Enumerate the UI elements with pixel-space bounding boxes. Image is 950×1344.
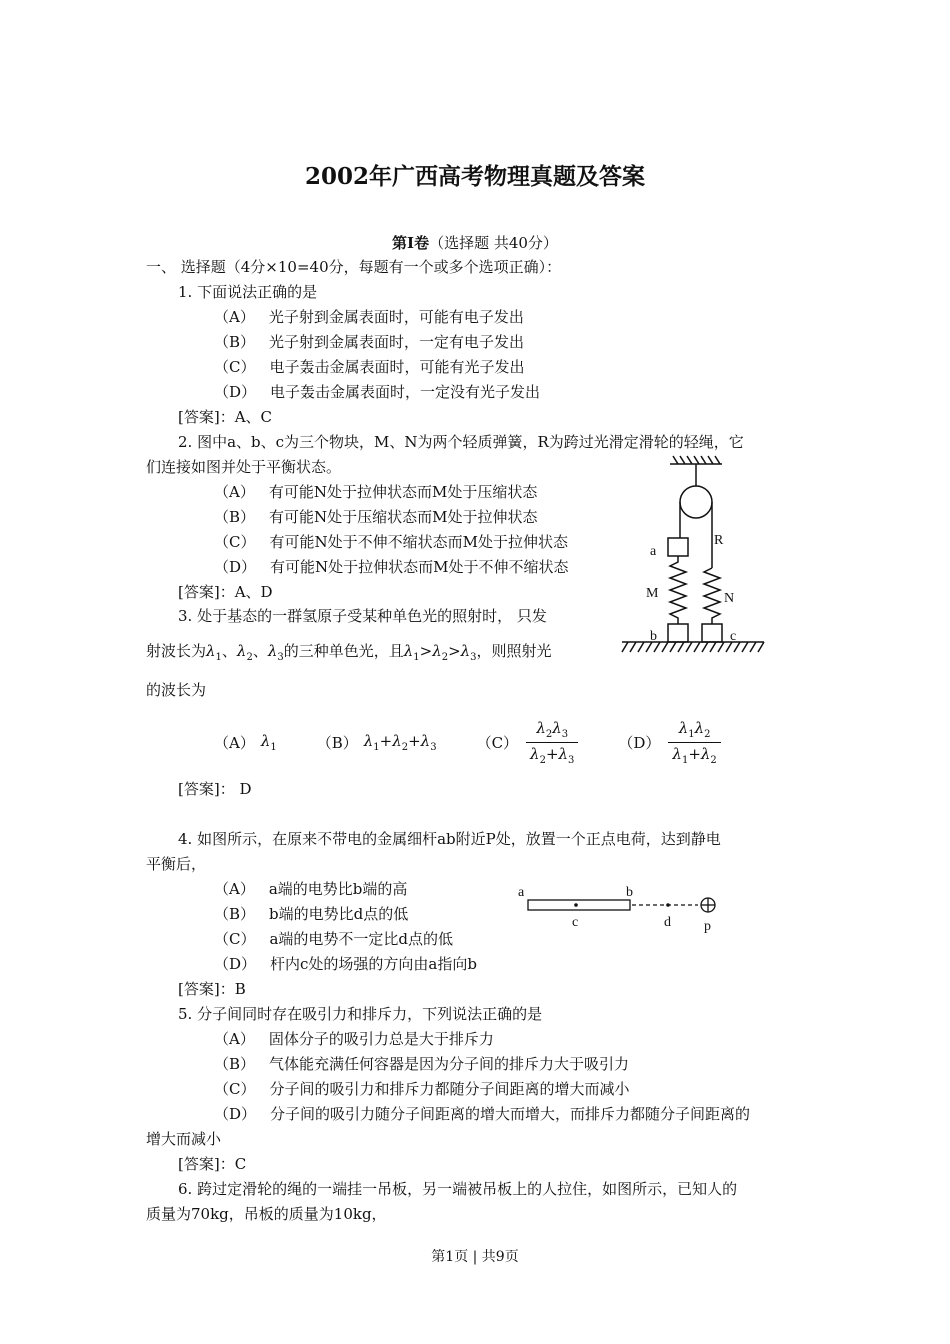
q4-option-d: （D） 杆内c处的场强的方向由a指向b: [214, 955, 477, 973]
q2-option-c: （C） 有可能N处于不伸不缩状态而M处于拉伸状态: [214, 533, 568, 551]
rod-label-a: a: [518, 885, 525, 900]
q5-option-d: （D） 分子间的吸引力随分子间距离的增大而增大，而排斥力都随分子间距离的: [214, 1105, 751, 1123]
q5-option-b: （B） 气体能充满任何容器是因为分子间的排斥力大于吸引力: [214, 1055, 630, 1073]
q4-stem-line1: 4. 如图所示，在原来不带电的金属细杆ab附近P处，放置一个正点电荷，达到静电: [178, 830, 721, 848]
q4-option-a: （A） a端的电势比b端的高: [214, 880, 408, 898]
q5-answer: [答案]：C: [178, 1155, 247, 1173]
part-heading: 一、 选择题（4分×10=40分，每题有一个或多个选项正确）：: [146, 258, 562, 276]
q3-option-d-fraction: $\frac{\lambda_1\lambda_2}{\lambda_1+\lambda_2}$: [668, 719, 720, 766]
q4-answer: [答案]：B: [178, 980, 246, 998]
charge-label-p: p: [704, 919, 711, 934]
rod-label-d: d: [664, 915, 671, 930]
q4-option-c: （C） a端的电势不一定比d点的低: [214, 930, 454, 948]
label-M: M: [646, 586, 659, 601]
label-c: c: [730, 629, 737, 644]
q1-option-c: （C） 电子轰击金属表面时，可能有光子发出: [214, 358, 525, 376]
label-b: b: [650, 629, 657, 644]
q2-stem-line1: 2. 图中a、b、c为三个物块，M、N为两个轻质弹簧，R为跨过光滑定滑轮的轻绳，它: [178, 433, 744, 451]
q3-option-c-tag: （C）: [476, 733, 519, 752]
q3-stem-line3: 的波长为: [146, 681, 207, 699]
section-bold: 第Ⅰ卷: [392, 234, 430, 252]
q2-option-a: （A） 有可能N处于拉伸状态而M处于压缩状态: [214, 483, 538, 501]
q3-stem-line2: 射波长为$\lambda_1$、$\lambda_2$、$\lambda_3$的三种单色光，且$\lambda_1>\lambda_2>\lambda_3$，则照射光: [146, 642, 552, 663]
label-a: a: [650, 544, 657, 559]
spring-pulley-diagram: [618, 452, 768, 662]
q1-option-b: （B） 光子射到金属表面时，一定有电子发出: [214, 333, 525, 351]
page-footer: 第1页 | 共9页: [431, 1249, 519, 1265]
q6-stem-line2: 质量为70kg，吊板的质量为10kg，: [146, 1205, 387, 1223]
q5-option-d-continued: 增大而减小: [146, 1130, 222, 1148]
rod-label-c: c: [572, 915, 579, 930]
q3-option-b-tag: （B）: [316, 733, 358, 752]
q4-option-b: （B） b端的电势比d点的低: [214, 905, 409, 923]
doc-title: 2002年广西高考物理真题及答案: [304, 163, 645, 190]
q5-option-a: （A） 固体分子的吸引力总是大于排斥力: [214, 1030, 494, 1048]
q3-stem-line1: 3. 处于基态的一群氢原子受某种单色光的照射时， 只发: [178, 607, 547, 625]
q1-answer: [答案]：A、C: [178, 408, 273, 426]
q2-stem-line2: 们连接如图并处于平衡状态。: [146, 458, 342, 476]
section-heading: [0, 232, 950, 253]
q3-answer: [答案]： D: [178, 780, 252, 798]
q2-option-b: （B） 有可能N处于压缩状态而M处于拉伸状态: [214, 508, 538, 526]
q2-option-d: （D） 有可能N处于拉伸状态而M处于不伸不缩状态: [214, 558, 569, 576]
section-rest: （选择题 共40分）: [429, 234, 558, 252]
q4-stem-line2: 平衡后，: [146, 855, 207, 873]
q3-option-a-tag: （A）: [214, 733, 255, 752]
label-R: R: [714, 533, 724, 548]
rod-label-b: b: [626, 885, 633, 900]
rod-charge-diagram: [512, 880, 732, 936]
q5-stem: 5. 分子间同时存在吸引力和排斥力，下列说法正确的是: [178, 1005, 543, 1023]
q5-option-c: （C） 分子间的吸引力和排斥力都随分子间距离的增大而减小: [214, 1080, 630, 1098]
q1-option-a: （A） 光子射到金属表面时，可能有电子发出: [214, 308, 524, 326]
q1-option-d: （D） 电子轰击金属表面时，一定没有光子发出: [214, 383, 541, 401]
q6-stem-line1: 6. 跨过定滑轮的绳的一端挂一吊板，另一端被吊板上的人拉住，如图所示，已知人的: [178, 1180, 738, 1198]
label-N: N: [724, 591, 735, 606]
q3-options: （A） $\lambda_1$ （B） $\lambda_1+\lambda_2+\lambda_3$ （C） $\frac{\lambda_2\lambda_3}{\lambda_2+\lambda_3}$ （D） $\frac{\lambda_1\lambda_2}{\lambda_1+\lambda_2}$: [214, 718, 721, 766]
q3-option-d-tag: （D）: [618, 733, 661, 752]
q2-answer: [答案]：A、D: [178, 583, 273, 601]
q3-option-c-fraction: $\frac{\lambda_2\lambda_3}{\lambda_2+\lambda_3}$: [526, 719, 578, 766]
q1-stem: 1. 下面说法正确的是: [178, 283, 318, 301]
